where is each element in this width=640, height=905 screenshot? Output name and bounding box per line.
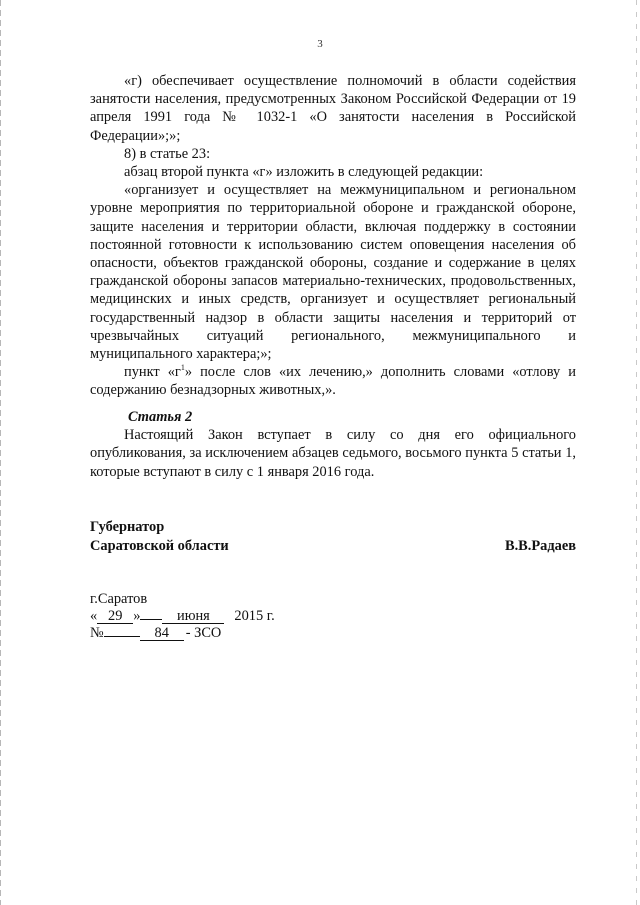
footer-number: [90, 625, 275, 642]
number-prefix: №: [90, 625, 104, 641]
document-footer: [90, 591, 275, 642]
number-gap-line: [104, 636, 140, 637]
signature-block: [90, 518, 576, 556]
page-number: 3: [317, 38, 323, 50]
number-value: 84: [140, 626, 184, 641]
paragraph-stray-animals: [90, 363, 576, 399]
scan-left-edge: [0, 0, 1, 905]
stray-animals-text-start: пункт «г: [124, 364, 181, 381]
signature-position-line1: Губернатор: [90, 519, 165, 535]
footer-date: [90, 608, 275, 625]
law-amendments-text: [90, 72, 576, 400]
article-title: Статья 2: [128, 409, 193, 425]
footer-city: г.Саратов: [90, 591, 148, 607]
article-2: [90, 408, 576, 481]
date-gap-line: [140, 619, 162, 620]
stray-animals-text-end: » после слов «их лечению,» дополнить словами «отлову и содержанию безнадзорных животных,».: [90, 364, 576, 399]
article-text: Настоящий Закон вступает в силу со дня его официального опубликования, за исключением абзацев седьмого, восьмого пункта 5 статьи 1, которые вступают в силу с 1 января 2016 года.: [90, 427, 576, 480]
date-close-quote: »: [133, 608, 141, 624]
paragraph-civil-defence: «организует и осуществляет на межмуниципальном и региональном уровне мероприятия по территориальной обороне и гражданской обороне, защите населения и территории области, включая поддержку в состоянии постоянной готовности к использованию систем оповещения населения об опасности, объектов гражданской обороны, создание и содержание в целях гражданской обороны запасов материально-технических, продовольственных, медицинских и иных средств, организует и осуществляет региональный государственный надзор в области защиты населения и территорий от чрезвычайных ситуаций регионального, межмуниципального и муниципального характера;»;: [90, 182, 576, 363]
number-suffix: - ЗСО: [185, 625, 222, 641]
signature-position-line2: Саратовской области: [90, 538, 229, 554]
date-year: 2015 г.: [234, 608, 275, 624]
date-month: июня: [162, 609, 224, 624]
date-day: 29: [97, 609, 133, 624]
superscript-one: 1: [180, 363, 185, 373]
scan-right-edge: [636, 0, 637, 905]
paragraph-subclause-g: абзац второй пункта «г» изложить в следующей редакции:: [124, 164, 484, 181]
signatory-name: В.В.Радаев: [504, 538, 576, 554]
date-open-quote: «: [90, 608, 98, 624]
paragraph-employment: «г) обеспечивает осуществление полномочий в области содействия занятости населения, предусмотренных Законом Российской Федерации от 19 апреля 1991 года № 1032-1 «О занятости населения в Российской Федерации»;»;: [90, 73, 576, 144]
paragraph-article-23: 8) в статье 23:: [124, 145, 211, 162]
